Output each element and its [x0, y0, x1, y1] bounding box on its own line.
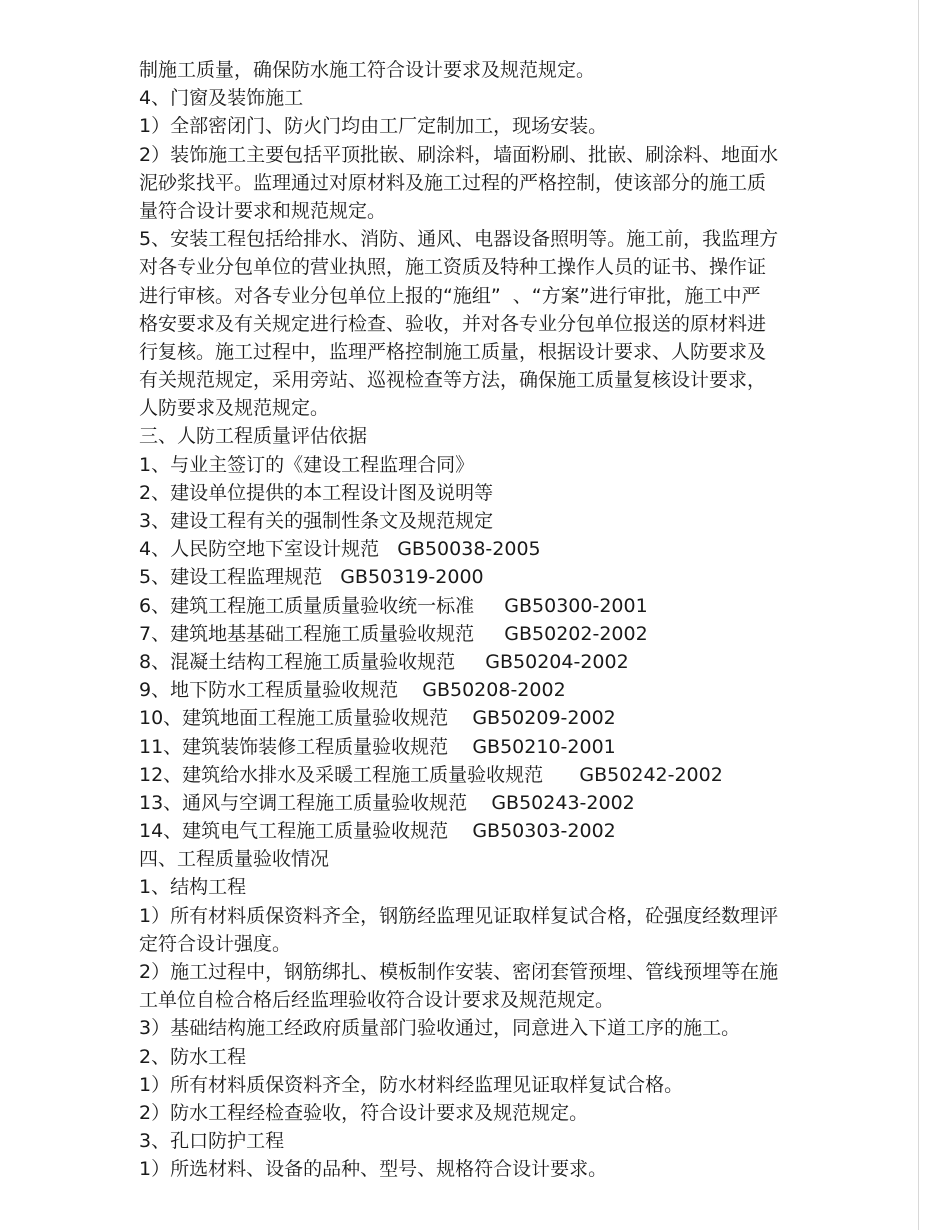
- text-line: 1）所有材料质保资料齐全，钢筋经监理见证取样复试合格，砼强度经数理评: [139, 904, 779, 927]
- text-line: 量符合设计要求和规范规定。: [139, 199, 387, 222]
- text-line: 四、工程质量验收情况: [139, 848, 330, 871]
- text-line: 4、门窗及装饰施工: [139, 87, 304, 110]
- text-line: 1）所选材料、设备的品种、型号、规格符合设计要求。: [139, 1158, 608, 1181]
- text-line: 2）施工过程中，钢筋绑扎、模板制作安装、密闭套管预埋、管线预埋等在施: [139, 961, 779, 983]
- text-line: 5、安装工程包括给排水、消防、通风、电器设备照明等。施工前，我监理方: [139, 228, 779, 251]
- text-line: 8、混凝土结构工程施工质量验收规范 GB50204-2002: [139, 650, 629, 673]
- text-line: 14、建筑电气工程施工质量验收规范 GB50303-2002: [139, 820, 616, 843]
- text-line: 1）全部密闭门、防火门均由工厂定制加工，现场安装。: [139, 115, 608, 138]
- text-line: 格安要求及有关规定进行检查、验收，并对各专业分包单位报送的原材料进: [139, 312, 767, 335]
- document-body: [139, 56, 839, 1184]
- text-line: 13、通风与空调工程施工质量验收规范 GB50243-2002: [139, 791, 635, 814]
- text-line: 泥砂浆找平。监理通过对原材料及施工过程的严格控制，使该部分的施工质: [139, 171, 767, 194]
- text-line: 对各专业分包单位的营业执照，施工资质及特种工操作人员的证书、操作证: [139, 256, 767, 279]
- text-line: 3、建设工程有关的强制性条文及规范规定: [139, 510, 494, 532]
- text-line: 3、孔口防护工程: [139, 1130, 285, 1153]
- text-line: 2、防水工程: [139, 1045, 247, 1068]
- text-line: 三、人防工程质量评估依据: [139, 425, 368, 448]
- text-line: 工单位自检合格后经监理验收符合设计要求及规范规定。: [139, 989, 615, 1012]
- text-line: 定符合设计强度。: [139, 932, 292, 955]
- text-line: 有关规范规定，采用旁站、巡视检查等方法，确保施工质量复核设计要求，: [139, 369, 767, 392]
- text-line: 2）防水工程经检查验收，符合设计要求及规范规定。: [139, 1101, 589, 1124]
- text-line: 4、人民防空地下室设计规范 GB50038-2005: [139, 538, 541, 561]
- text-line: 人防要求及规范规定。: [139, 397, 330, 420]
- text-line: 7、建筑地基基础工程施工质量验收规范 GB50202-2002: [139, 622, 648, 645]
- page-edge-divider: [918, 0, 919, 1230]
- text-line: 1、结构工程: [139, 876, 247, 899]
- text-line: 6、建筑工程施工质量质量验收统一标准 GB50300-2001: [139, 594, 648, 617]
- text-line: 11、建筑装饰装修工程质量验收规范 GB50210-2001: [139, 735, 616, 758]
- text-line: 制施工质量，确保防水施工符合设计要求及规范规定。: [139, 59, 596, 81]
- text-line: 进行审核。对各专业分包单位上报的“施组” 、“方案”进行审批，施工中严: [139, 284, 761, 307]
- text-line: 1）所有材料质保资料齐全，防水材料经监理见证取样复试合格。: [139, 1073, 684, 1096]
- text-line: 9、地下防水工程质量验收规范 GB50208-2002: [139, 679, 566, 702]
- text-line: 行复核。施工过程中，监理严格控制施工质量，根据设计要求、人防要求及: [139, 340, 767, 363]
- text-line: 12、建筑给水排水及采暖工程施工质量验收规范 GB50242-2002: [139, 763, 723, 786]
- text-line: 2）装饰施工主要包括平顶批嵌、刷涂料，墙面粉刷、批嵌、刷涂料、地面水: [139, 143, 779, 166]
- text-line: 2、建设单位提供的本工程设计图及说明等: [139, 481, 494, 504]
- text-line: 1、与业主签订的《建设工程监理合同》: [139, 453, 475, 476]
- text-line: 10、建筑地面工程施工质量验收规范 GB50209-2002: [139, 707, 616, 730]
- text-line: 3）基础结构施工经政府质量部门验收通过，同意进入下道工序的施工。: [139, 1017, 741, 1040]
- text-line: 5、建设工程监理规范 GB50319-2000: [139, 566, 484, 589]
